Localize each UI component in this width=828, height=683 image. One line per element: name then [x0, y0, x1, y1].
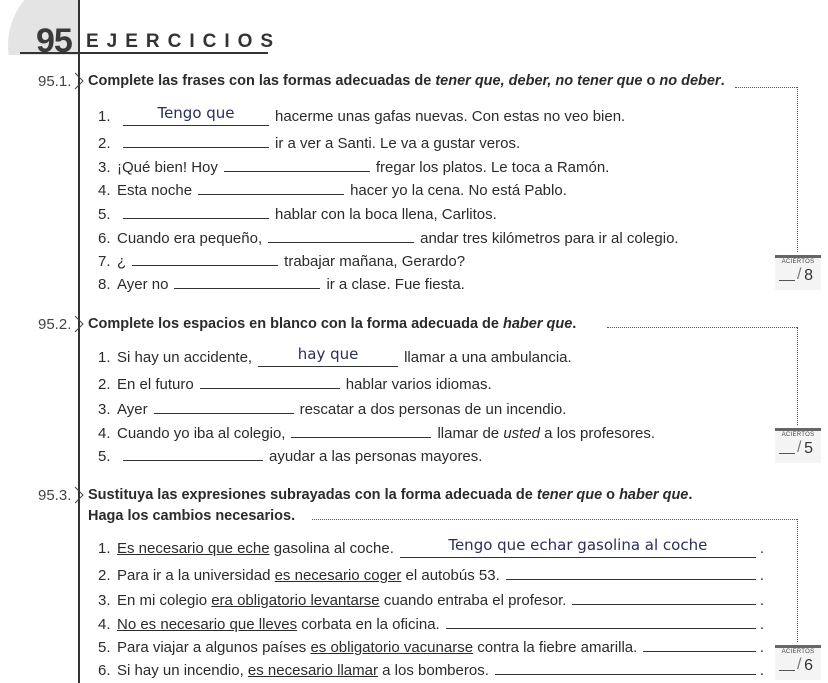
item-text: Si hay un incendio, [117, 662, 248, 679]
item-text: llamar de [437, 425, 504, 442]
exercise-item [98, 132, 520, 152]
item-number: 8. [98, 276, 111, 293]
underlined-expression: es necesario coger [274, 567, 402, 584]
answer-blank[interactable] [643, 636, 756, 652]
item-number: 4. [98, 425, 111, 442]
item-text: ¡Qué bien! Hoy [117, 159, 218, 176]
score-label: ACIERTOS [781, 649, 815, 655]
instruction-text: no deber [659, 73, 721, 89]
answer-blank[interactable] [200, 373, 340, 389]
score-total: 8 [804, 267, 813, 284]
item-text: En el futuro [117, 376, 194, 393]
item-number: 6. [98, 662, 111, 679]
answer-blank[interactable] [572, 589, 755, 605]
item-text: contra la fiebre amarilla. [473, 639, 638, 656]
score-total: 6 [804, 657, 813, 674]
item-text: Para ir a la universidad [117, 567, 275, 584]
exercise-item [98, 179, 567, 199]
score-box [775, 645, 821, 680]
score-slash: / [797, 266, 802, 283]
item-number: 3. [98, 592, 111, 609]
answer-blank[interactable] [506, 564, 756, 580]
exercise-item [98, 373, 492, 393]
exercise-item [98, 422, 655, 442]
exercise-item [98, 536, 764, 558]
score-label: ACIERTOS [781, 432, 815, 438]
score-label: ACIERTOS [781, 259, 815, 265]
answer-blank[interactable] [446, 613, 756, 629]
item-number: 3. [98, 159, 111, 176]
item-number: 1. [98, 540, 111, 557]
section-instruction [88, 487, 692, 503]
dotted-connector [797, 87, 798, 252]
instruction-text: . [572, 316, 577, 332]
item-text: andar tres kilómetros para ir al colegio. [420, 230, 679, 247]
exercise-item [98, 156, 609, 176]
item-number: 2. [98, 135, 111, 152]
chevron-icon [74, 315, 84, 333]
dotted-connector [797, 519, 798, 642]
score-input-line[interactable] [779, 670, 795, 671]
item-text: rescatar a dos personas de un incendio. [299, 401, 567, 418]
exercise-item [98, 589, 764, 609]
answer-blank[interactable] [123, 104, 269, 126]
item-text: ¿ [117, 253, 127, 270]
dotted-connector [797, 327, 798, 425]
chevron-icon [74, 72, 84, 90]
handwritten-answer: Tengo que echar gasolina al coche [448, 536, 708, 554]
answer-blank[interactable] [198, 179, 344, 195]
item-text: ayudar a las personas mayores. [269, 448, 483, 465]
item-number: 3. [98, 401, 111, 418]
item-text: a los profesores. [540, 425, 656, 442]
exercise-item [98, 250, 465, 270]
item-text: fregar los platos. Le toca a Ramón. [375, 159, 610, 176]
exercise-item [98, 104, 626, 126]
instruction-text: o [602, 487, 620, 503]
item-text: . [759, 639, 764, 656]
exercise-item [98, 636, 764, 656]
item-text: hablar varios idiomas. [345, 376, 492, 393]
item-number: 2. [98, 376, 111, 393]
item-number: 6. [98, 230, 111, 247]
instruction-text: tener que, deber, no tener que [435, 73, 643, 89]
exercise-item [98, 659, 764, 679]
underlined-expression: era obligatorio levantarse [211, 592, 380, 609]
item-text: a los bomberos. [377, 662, 489, 679]
item-text: Para viajar a algunos países [117, 639, 311, 656]
instruction-text: Complete las frases con las formas adecuadas de [88, 73, 436, 89]
instruction-text: Complete los espacios en blanco con la forma adecuada de [88, 316, 503, 332]
item-number: 1. [98, 349, 111, 366]
item-number: 7. [98, 253, 111, 270]
section-label: 95.3. [38, 487, 72, 504]
item-number: 4. [98, 616, 111, 633]
item-text: gasolina al coche. [269, 540, 394, 557]
handwritten-answer: hay que [297, 345, 359, 363]
item-text: En mi colegio [117, 592, 212, 609]
handwritten-answer: Tengo que [157, 104, 235, 122]
margin-line [78, 0, 80, 683]
exercise-item [98, 227, 679, 247]
item-text: Ayer no [117, 276, 169, 293]
item-number: 2. [98, 567, 111, 584]
underlined-expression: No es necesario que lleves [117, 616, 298, 633]
item-text: . [759, 616, 764, 633]
score-box [775, 255, 821, 290]
instruction-text: Sustituya las expresiones subrayadas con la forma adecuada de [88, 487, 537, 503]
item-text: Cuando era pequeño, [117, 230, 263, 247]
answer-blank[interactable] [174, 273, 320, 289]
item-text: corbata en la oficina. [297, 616, 440, 633]
answer-blank[interactable] [258, 345, 398, 367]
item-text: Si hay un accidente, [117, 349, 253, 366]
exercise-item [98, 564, 764, 584]
section-instruction [88, 73, 725, 89]
item-text: ir a clase. Fue fiesta. [326, 276, 465, 293]
underlined-expression: es necesario llamar [247, 662, 378, 679]
answer-blank[interactable] [268, 227, 414, 243]
answer-blank[interactable] [123, 132, 269, 148]
item-text: Cuando yo iba al colegio, [117, 425, 286, 442]
section-label: 95.1. [38, 73, 72, 90]
answer-blank[interactable] [154, 398, 294, 414]
item-text: llamar a una ambulancia. [404, 349, 572, 366]
answer-blank[interactable] [400, 536, 756, 558]
item-text: hablar con la boca llena, Carlitos. [275, 206, 497, 223]
item-text: cuando entraba el profesor. [379, 592, 567, 609]
item-number: 5. [98, 448, 111, 465]
instruction-text: haber que [619, 487, 689, 503]
dotted-leader [312, 519, 797, 520]
instruction-text: tener que [536, 487, 603, 503]
score-input-line[interactable] [779, 280, 795, 281]
instruction-text: haber que [503, 316, 573, 332]
item-number: 1. [98, 108, 111, 125]
dotted-leader [607, 327, 797, 328]
item-text: . [759, 567, 764, 584]
item-text: hacer yo la cena. No está Pablo. [350, 182, 567, 199]
chevron-icon [74, 486, 84, 504]
score-box [775, 428, 821, 463]
item-text: ir a ver a Santi. Le va a gustar veros. [275, 135, 521, 152]
score-total: 5 [804, 440, 813, 457]
answer-blank[interactable] [495, 659, 756, 675]
underlined-expression: Es necesario que eche [117, 540, 270, 557]
item-text: hacerme unas gafas nuevas. Con estas no veo bien. [275, 108, 626, 125]
exercise-item [98, 273, 465, 293]
item-text: el autobús 53. [401, 567, 500, 584]
answer-blank[interactable] [123, 203, 269, 219]
item-number: 4. [98, 182, 111, 199]
score-slash: / [797, 439, 802, 456]
item-text: Ayer [117, 401, 148, 418]
italic-text: usted [503, 425, 541, 442]
item-text: Esta noche [117, 182, 193, 199]
score-input-line[interactable] [779, 453, 795, 454]
instruction-text: . [720, 73, 725, 89]
instruction-text: . [688, 487, 693, 503]
instruction-text: o [642, 73, 660, 89]
answer-blank[interactable] [123, 445, 263, 461]
underlined-expression: es obligatorio vacunarse [310, 639, 474, 656]
item-text: . [759, 592, 764, 609]
score-slash: / [797, 656, 802, 673]
dotted-leader [735, 87, 797, 88]
exercise-item [98, 445, 482, 465]
exercise-item [98, 203, 497, 223]
exercise-item [98, 398, 566, 418]
section-instruction [88, 316, 576, 332]
item-number: 5. [98, 639, 111, 656]
section-instruction-line2: Haga los cambios necesarios. [88, 508, 296, 524]
section-label: 95.2. [38, 316, 72, 333]
item-number: 5. [98, 206, 111, 223]
item-text: trabajar mañana, Gerardo? [284, 253, 466, 270]
item-text: . [759, 540, 764, 557]
answer-blank[interactable] [291, 422, 431, 438]
page-title: EJERCICIOS [86, 31, 282, 52]
exercise-item [98, 613, 764, 633]
exercise-item [98, 345, 572, 367]
answer-blank[interactable] [224, 156, 370, 172]
answer-blank[interactable] [132, 250, 278, 266]
unit-number: 95 [36, 22, 72, 60]
item-text: . [759, 662, 764, 679]
